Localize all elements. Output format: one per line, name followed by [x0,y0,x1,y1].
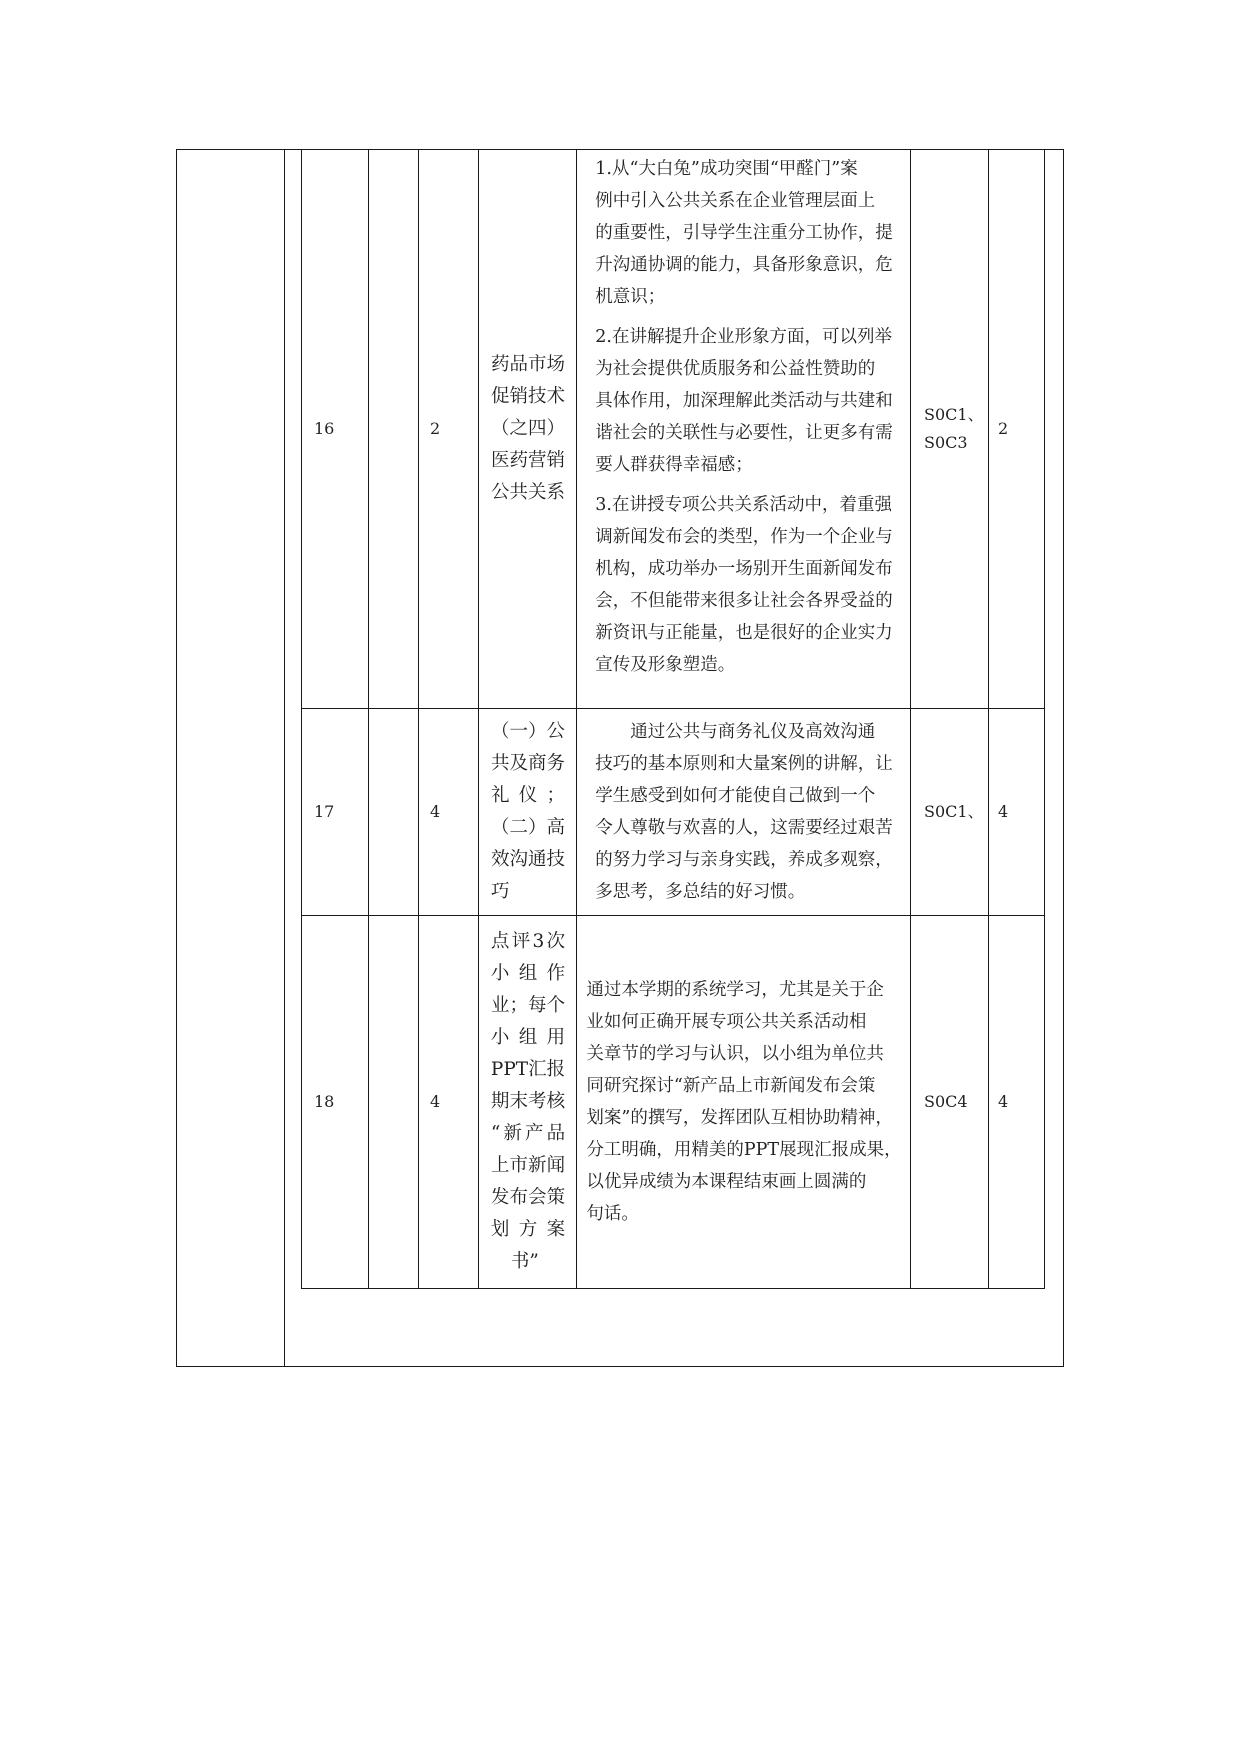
soc-line: S0C4 [924,1092,968,1111]
content-line: 的努力学习与亲身实践，养成多观察， [595,850,893,870]
content-line: 通过本学期的系统学习，尤其是关于企 [586,980,884,1000]
soc-line: S0C3 [924,432,968,452]
content-line: 2.在讲解提升企业形象方面，可以列举 [595,327,892,347]
topic-line: 公共关系 [490,481,565,503]
topic-line: 业；每个 [490,995,566,1016]
content-paragraph [595,153,893,313]
content-line: 的重要性，引导学生注重分工协作，提 [595,223,893,243]
topic-line: 小 组 作 [490,963,566,984]
column-border [301,149,302,1289]
content-line: 令人尊敬与欢喜的人，这需要经过艰苦 [595,818,893,838]
content-paragraph [595,321,893,481]
content-cell [584,709,904,915]
content-line: 会，不但能带来很多让社会各界受益的 [595,591,893,611]
topic-line: 效沟通技 [490,849,565,870]
content-line: 调新闻发布会的类型，作为一个企业与 [595,527,893,547]
soc-line: S0C1、 [924,802,984,821]
score-cell: 4 [998,1092,1009,1111]
topic-line: （之四） [490,417,565,439]
topic-line: 促销技术 [490,385,565,407]
content-line: 学生感受到如何才能使自己做到一个 [595,786,876,806]
topic-line: PPT汇报 [490,1059,566,1080]
content-cell [584,149,904,708]
week-cell: 16 [314,418,335,438]
topic-line: “新产品 [490,1123,566,1144]
topic-line: 点评3次 [490,931,566,952]
content-line: 机意识； [595,287,666,307]
hours-cell: 4 [430,1092,441,1111]
content-line: 要人群获得幸福感； [595,455,753,475]
topic-line: 书” [510,1251,539,1272]
score-cell: 2 [998,418,1009,438]
content-line: 分工明确，用精美的PPT展现汇报成果， [586,1140,902,1160]
score-cell: 4 [998,802,1009,821]
outer-right-border [1063,149,1064,1367]
content-line: 为社会提供优质服务和公益性赞助的 [595,359,876,379]
content-line: 通过公共与商务礼仪及高效沟通 [595,722,876,742]
hours-cell: 4 [430,802,441,821]
topic-line: 共及商务 [490,753,565,774]
column-border [576,149,577,1289]
soc-cell [924,149,986,708]
content-line: 升沟通协调的能力，具备形象意识，危 [595,255,893,275]
week-cell: 18 [314,1092,335,1111]
topic-line: 礼 仪 ； [490,785,565,806]
content-line: 以优异成绩为本课程结束画上圆满的 [586,1172,867,1192]
content-line: 新资讯与正能量，也是很好的企业实力 [595,623,893,643]
topic-line: 发布会策 [490,1187,566,1208]
soc-cell [924,709,986,915]
content-line: 技巧的基本原则和大量案例的讲解，让 [595,754,893,774]
content-line: 例中引入公共关系在企业管理层面上 [595,191,876,211]
outer-left-border [176,149,177,1367]
content-line: 机构，成功举办一场别开生面新闻发布 [595,559,893,579]
topic-cell [484,916,572,1288]
topic-line: （二）高 [490,817,565,838]
content-line: 宣传及形象塑造。 [595,655,736,675]
topic-line: 医药营销 [490,449,565,471]
content-line: 划案”的撰写，发挥团队互相协助精神， [586,1108,893,1128]
column-border [910,149,911,1289]
column-border [478,149,479,1289]
content-cell [584,916,904,1288]
topic-line: （一）公 [490,721,565,742]
content-line: 1.从“大白兔”成功突围“甲醛门”案 [595,159,858,179]
column-border [368,149,369,1289]
content-line: 谐社会的关联性与必要性，让更多有需 [595,423,893,443]
content-line: 同研究探讨“新产品上市新闻发布会策 [586,1076,876,1096]
soc-cell [924,916,986,1288]
content-line: 多思考，多总结的好习惯。 [595,882,806,902]
soc-line: S0C1、 [924,404,984,424]
column-border [1044,149,1045,1289]
table-bottom-border [301,1288,1045,1289]
content-line: 业如何正确开展专项公共关系活动相 [586,1012,867,1032]
topic-cell [484,149,572,708]
topic-line: 小 组 用 [490,1027,566,1048]
topic-line: 期末考核 [490,1091,566,1112]
content-paragraph [595,489,893,681]
content-line: 关章节的学习与认识，以小组为单位共 [586,1044,884,1064]
content-line: 3.在讲授专项公共关系活动中，着重强 [595,495,892,515]
outer-divider [284,149,285,1367]
content-line: 具体作用，加深理解此类活动与共建和 [595,391,893,411]
content-paragraph [586,974,901,1230]
content-paragraph [595,716,893,908]
topic-cell [484,709,572,915]
hours-cell: 2 [430,418,441,438]
content-line: 句话。 [586,1204,639,1224]
topic-line: 上市新闻 [490,1155,566,1176]
topic-line: 药品市场 [490,353,565,375]
outer-bottom-border [176,1366,1064,1367]
topic-line: 巧 [490,881,510,902]
week-cell: 17 [314,802,335,821]
topic-line: 划 方 案 [490,1219,566,1240]
